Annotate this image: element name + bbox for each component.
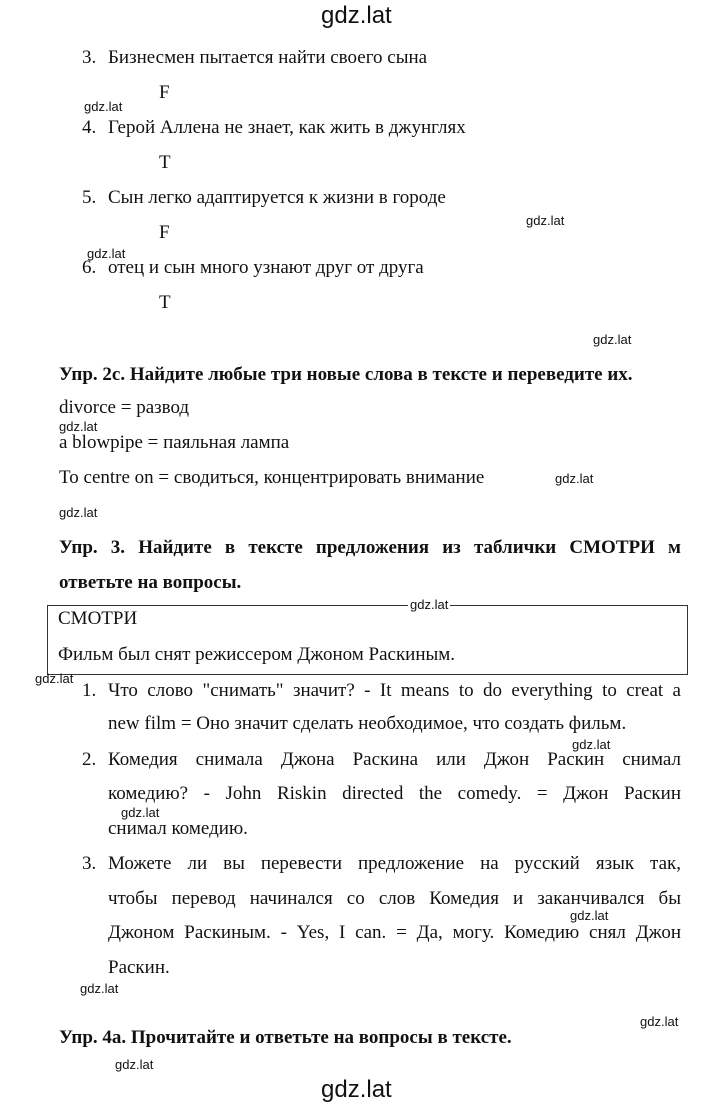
word-item: a blowpipe = паяльная лампа xyxy=(59,432,290,453)
question-line: Можете ли вы перевести предложение на русский язык так, xyxy=(108,853,681,874)
question-number: 2. xyxy=(82,749,97,770)
question-line: чтобы перевод начинался со слов Комедия и заканчивался бы xyxy=(108,888,681,909)
question-number: 1. xyxy=(82,680,97,701)
item-number: 6. xyxy=(82,257,97,278)
item-text: Бизнесмен пытается найти своего сына xyxy=(108,47,428,68)
item-text: отец и сын много узнают друг от друга xyxy=(108,257,424,278)
question-line: new film = Оно значит сделать необходимое, что создать фильм. xyxy=(108,713,627,734)
question-line: снимал комедию. xyxy=(108,818,248,839)
word-item: To centre on = сводиться, концентрировать внимание xyxy=(59,467,485,488)
ex3-heading-cont: ответьте на вопросы. xyxy=(59,572,242,593)
item-answer: F xyxy=(159,82,170,103)
item-answer: T xyxy=(159,292,171,313)
question-line: Что слово "снимать" значит? - It means to do everything to creat a xyxy=(108,680,681,701)
watermark: gdz.lat xyxy=(59,419,98,434)
watermark: gdz.lat xyxy=(572,737,611,752)
question-number: 3. xyxy=(82,853,97,874)
watermark: gdz.lat xyxy=(80,981,119,996)
watermark: gdz.lat xyxy=(87,246,126,261)
watermark: gdz.lat xyxy=(35,671,74,686)
item-answer: F xyxy=(159,222,170,243)
question-line: Комедия снимала Джона Раскина или Джон Раскин снимал xyxy=(108,749,681,770)
item-number: 5. xyxy=(82,187,97,208)
item-number: 4. xyxy=(82,117,97,138)
watermark: gdz.lat xyxy=(526,213,565,228)
word-item: divorce = развод xyxy=(59,397,190,418)
header-site-label: gdz.lat xyxy=(321,2,392,29)
watermark: gdz.lat xyxy=(84,99,123,114)
watermark: gdz.lat xyxy=(570,908,609,923)
ex4a-heading: Упр. 4а. Прочитайте и ответьте на вопросы в тексте. xyxy=(59,1027,512,1048)
ex2c-heading: Упр. 2с. Найдите любые три новые слова в тексте и переведите их. xyxy=(59,364,633,385)
ex3-heading: Упр. 3. Найдите в тексте предложения из таблички СМОТРИ м xyxy=(59,537,681,558)
watermark: gdz.lat xyxy=(640,1014,679,1029)
question-line: комедию? - John Riskin directed the comedy. = Джон Раскин xyxy=(108,783,681,804)
item-answer: T xyxy=(159,152,171,173)
box-text: Фильм был снят режиссером Джоном Раскиным. xyxy=(58,644,456,665)
question-line: Джоном Раскиным. - Yes, I can. = Да, могу. Комедию снял Джон xyxy=(108,922,681,943)
question-line: Раскин. xyxy=(108,957,170,978)
smotri-box xyxy=(47,597,688,675)
footer-site-label: gdz.lat xyxy=(321,1076,392,1103)
watermark: gdz.lat xyxy=(410,597,449,612)
item-text: Герой Аллена не знает, как жить в джунглях xyxy=(108,117,466,138)
watermark: gdz.lat xyxy=(115,1057,154,1072)
watermark: gdz.lat xyxy=(593,332,632,347)
item-number: 3. xyxy=(82,47,97,68)
watermark: gdz.lat xyxy=(555,471,594,486)
watermark: gdz.lat xyxy=(121,805,160,820)
box-title: СМОТРИ xyxy=(58,608,138,629)
item-text: Сын легко адаптируется к жизни в городе xyxy=(108,187,446,208)
watermark: gdz.lat xyxy=(59,505,98,520)
